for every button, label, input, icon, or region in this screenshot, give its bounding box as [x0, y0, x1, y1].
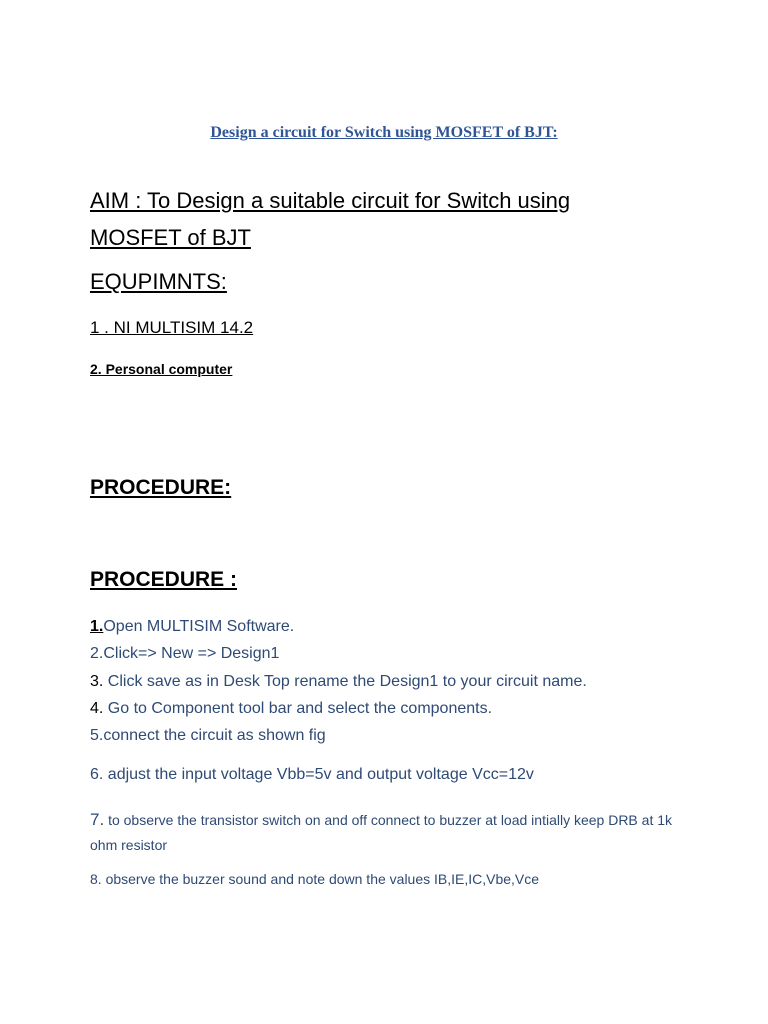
procedure-step-8 [90, 871, 539, 887]
step-text: to observe the transistor switch on and off connect to buzzer at load intially keep DRB at 1k ohm resistor [90, 812, 673, 853]
step-number: 7. [90, 810, 105, 829]
procedure-step-3 [90, 673, 587, 691]
procedure-step-2 [90, 645, 279, 663]
step-text: 6. adjust the input voltage Vbb=5v and output voltage Vcc=12v [90, 766, 534, 783]
step-text: Click save as in Desk Top rename the Design1 to your circuit name. [103, 673, 587, 690]
step-text: 5.connect the circuit as shown fig [90, 727, 326, 744]
document-title: Design a circuit for Switch using MOSFET of BJT: [210, 124, 558, 141]
equipments-heading: EQUPIMNTS: [90, 269, 227, 294]
step-number: 4. [90, 700, 104, 717]
procedure-heading: PROCEDURE: [90, 476, 232, 499]
step-text: 2.Click=> New => Design1 [90, 645, 280, 662]
equipment-item-2: 2. Personal computer [90, 361, 233, 377]
procedure-heading-repeat: PROCEDURE : [90, 568, 238, 591]
procedure-step-6 [90, 766, 534, 784]
procedure-step-1 [90, 618, 294, 636]
aim-statement: AIM : To Design a suitable circuit for Switch using MOSFET of BJT [90, 188, 571, 250]
step-number: 3. [90, 673, 104, 690]
step-text: Open MULTISIM Software. [103, 618, 295, 635]
step-number: 1. [90, 618, 104, 635]
equipment-item-1: 1 . NI MULTISIM 14.2 [90, 318, 254, 337]
step-text: Go to Component tool bar and select the components. [103, 700, 493, 717]
step-text: 8. observe the buzzer sound and note down the values IB,IE,IC,Vbe,Vce [90, 871, 540, 887]
procedure-step-5 [90, 727, 326, 745]
procedure-step-4 [90, 700, 492, 718]
procedure-step-7 [90, 807, 680, 858]
